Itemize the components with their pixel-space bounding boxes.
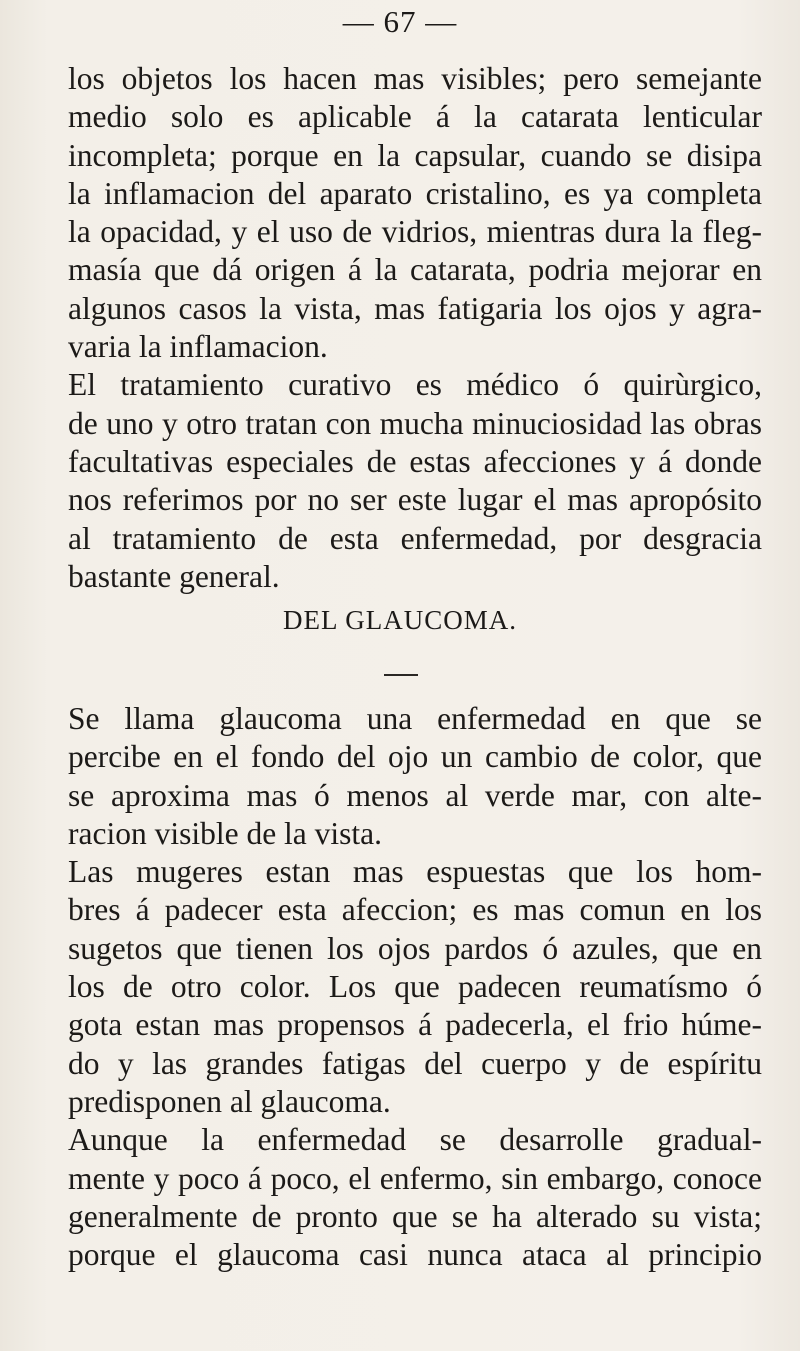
text-line: facultativas especiales de estas afecciones y á donde — [68, 443, 762, 479]
paragraph-cataract-glasses — [68, 60, 762, 366]
text-line: los objetos los hacen mas visibles; pero semejante — [68, 61, 762, 96]
text-line: de uno y otro tratan con mucha minuciosidad las obras — [68, 405, 762, 441]
text-line: masía que dá origen á la catarata, podria mejorar en — [68, 252, 762, 288]
text-line: mente y poco á poco, el enfermo, sin embargo, conoce — [68, 1160, 762, 1196]
text-line: la inflamacion del aparato cristalino, es ya completa — [68, 175, 762, 211]
text-line: do y las grandes fatigas del cuerpo y de espíritu — [68, 1045, 762, 1081]
text-line: la opacidad, y el uso de vidrios, mientras dura la fleg- — [68, 214, 762, 250]
paragraph-definition — [68, 700, 762, 853]
section-heading: DEL GLAUCOMA. — [283, 605, 517, 635]
text-line: nos referimos por no ser este lugar el mas apropósito — [68, 482, 762, 518]
glaucoma-text — [68, 700, 762, 1274]
text-line: El tratamiento curativo es médico ó quirùrgico, — [68, 367, 762, 403]
text-line: generalmente de pronto que se ha alterado su vista; — [68, 1198, 762, 1234]
text-line: varia la inflamacion. — [68, 329, 328, 365]
text-line: Aunque la enfermedad se desarrolle gradual- — [68, 1122, 762, 1158]
intro-text — [68, 60, 762, 596]
text-line: incompleta; porque en la capsular, cuando se disipa — [68, 137, 762, 173]
text-line: percibe en el fondo del ojo un cambio de color, que — [68, 739, 762, 775]
text-line: algunos casos la vista, mas fatigaria los ojos y agra- — [68, 290, 762, 326]
text-line: racion visible de la vista. — [68, 815, 383, 851]
text-line: bres á padecer esta afeccion; es mas comun en los — [68, 892, 762, 928]
text-line: Se llama glaucoma una enfermedad en que se — [68, 701, 762, 736]
heading-rule — [384, 674, 418, 676]
text-line: porque el glaucoma casi nunca ataca al principio — [68, 1237, 762, 1273]
text-line: al tratamiento de esta enfermedad, por desgracia — [68, 520, 762, 556]
text-line: los de otro color. Los que padecen reumatísmo ó — [68, 969, 762, 1005]
page-number: — 67 — — [342, 4, 458, 39]
paragraph-progression — [68, 1121, 762, 1274]
text-line: se aproxima mas ó menos al verde mar, con alte- — [68, 777, 762, 813]
text-line: gota estan mas propensos á padecerla, el frio húme- — [68, 1007, 762, 1043]
text-line: sugetos que tienen los ojos pardos ó azules, que en — [68, 930, 762, 966]
paragraph-predisposition — [68, 853, 762, 1121]
paragraph-treatment — [68, 366, 762, 596]
text-line: predisponen al glaucoma. — [68, 1083, 391, 1119]
text-line: Las mugeres estan mas espuestas que los hom- — [68, 854, 762, 890]
text-line: medio solo es aplicable á la catarata lenticular — [68, 99, 762, 135]
text-line: bastante general. — [68, 558, 280, 594]
